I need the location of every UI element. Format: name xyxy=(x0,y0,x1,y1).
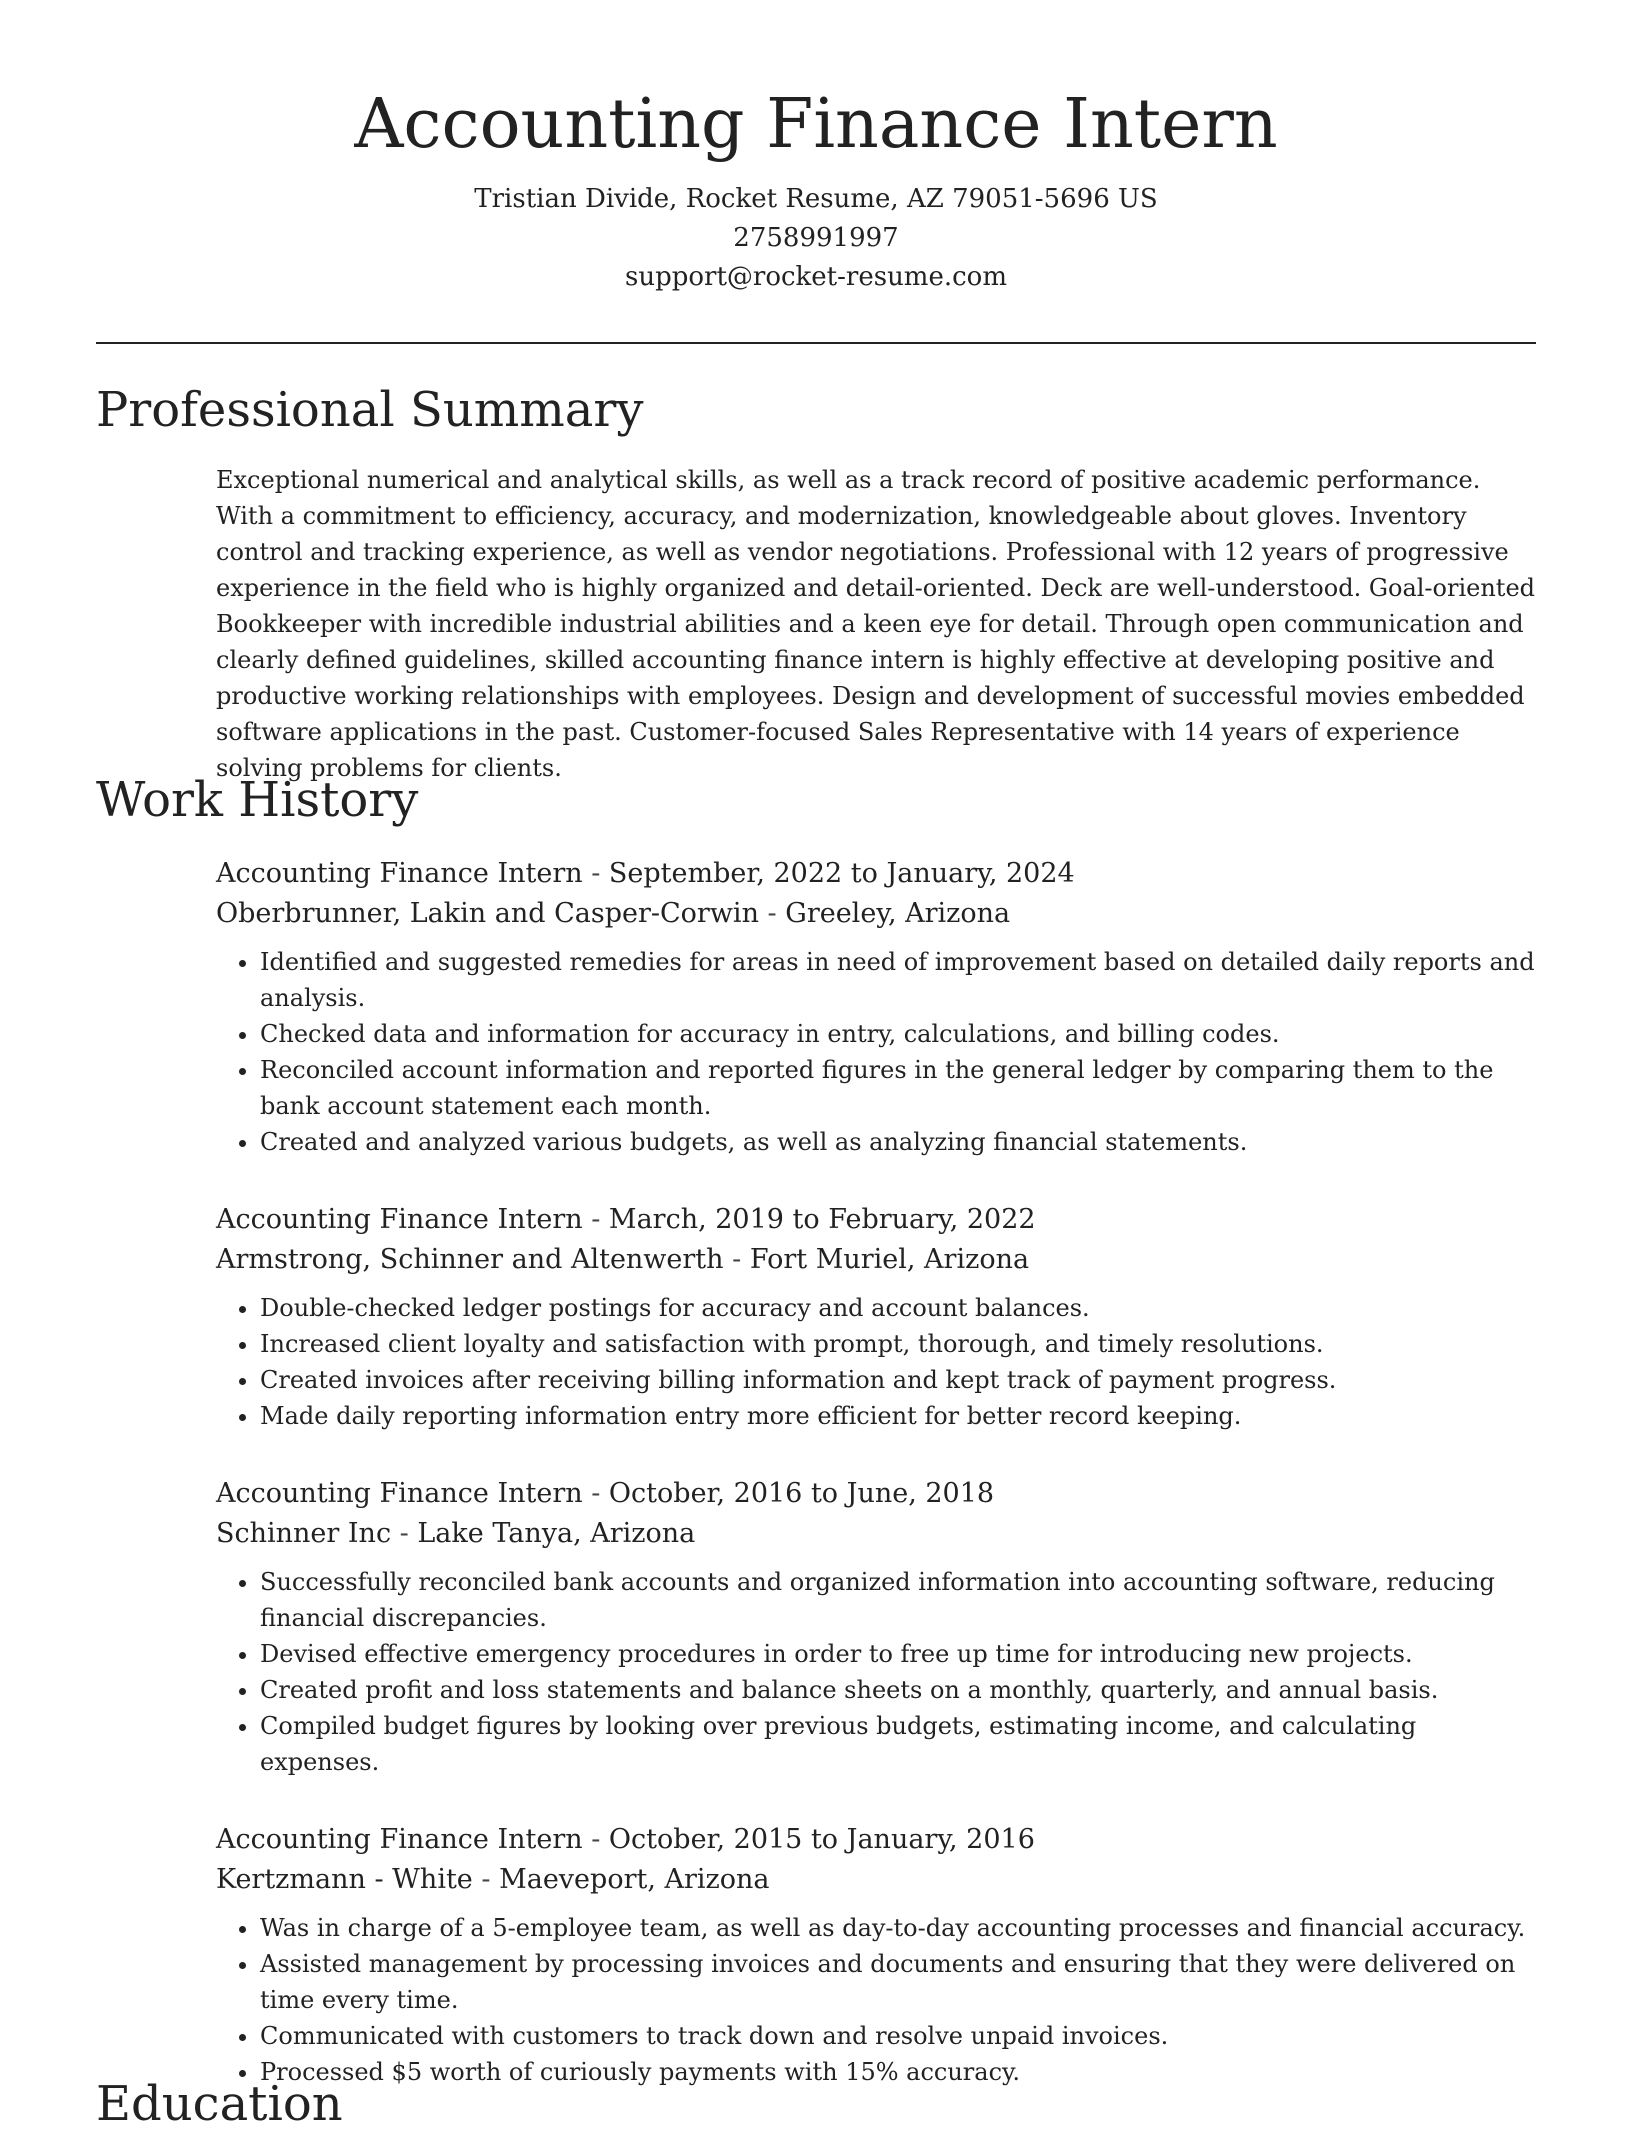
job-bullet: • Was in charge of a 5-employee team, as well as day-to-day accounting processes and financial accuracy. xyxy=(260,1910,1536,1946)
job-bullet: • Checked data and information for accuracy in entry, calculations, and billing codes. xyxy=(260,1016,1536,1052)
job-company: Kertzmann - White xyxy=(216,1864,473,1895)
job-entry xyxy=(216,1820,1536,2090)
job-bullet: • Created invoices after receiving billing information and kept track of payment progress. xyxy=(260,1362,1536,1398)
job-title-line: Accounting Finance Intern - October, 2016 to June, 2018 xyxy=(216,1478,995,1509)
job-title: Accounting Finance Intern xyxy=(216,1824,583,1855)
job-bullet: • Double-checked ledger postings for accuracy and account balances. xyxy=(260,1290,1536,1326)
job-company-line: Oberbrunner, Lakin and Casper-Corwin - Greeley, Arizona xyxy=(216,898,1011,929)
job-bullets xyxy=(216,1564,1536,1780)
job-company: Oberbrunner, Lakin and Casper-Corwin xyxy=(216,898,759,929)
summary-section-title: Professional Summary xyxy=(96,382,644,438)
job-bullet: • Communicated with customers to track down and resolve unpaid invoices. xyxy=(260,2018,1536,2054)
job-dates: October, 2015 to January, 2016 xyxy=(608,1824,1035,1855)
job-title-line: Accounting Finance Intern - September, 2022 to January, 2024 xyxy=(216,858,1075,889)
job-bullet: • Assisted management by processing invoices and documents and ensuring that they were delivered on time every time. xyxy=(260,1946,1536,2018)
job-bullet: • Made daily reporting information entry more efficient for better record keeping. xyxy=(260,1398,1536,1434)
job-dates: September, 2022 to January, 2024 xyxy=(608,858,1075,889)
job-location: Maeveport, Arizona xyxy=(499,1864,770,1895)
work-history-section-title: Work History xyxy=(96,772,419,828)
job-company: Armstrong, Schinner and Altenwerth xyxy=(216,1244,724,1275)
summary-text: Exceptional numerical and analytical skills, as well as a track record of positive academic performance. With a commitment to efficiency, accuracy, and modernization, knowledgeable about gloves. Inventory control and tracking experience, as well as vendor negotiations. Professional with 12 years of progressive experience in the field who is highly organized and detail-oriented. Deck are well-understood. Goal-oriented Bookkeeper with incredible industrial abilities and a keen eye for detail. Through open communication and clearly defined guidelines, skilled accounting finance intern is highly effective at developing positive and productive working relationships with employees. Design and development of successful movies embedded software applications in the past. Customer-focused Sales Representative with 14 years of experience solving problems for clients. xyxy=(216,466,1536,782)
job-dates: March, 2019 to February, 2022 xyxy=(608,1204,1036,1235)
job-bullet: • Devised effective emergency procedures in order to free up time for introducing new projects. xyxy=(260,1636,1536,1672)
job-bullets xyxy=(216,1910,1536,2090)
job-title: Accounting Finance Intern xyxy=(216,1204,583,1235)
job-bullet: • Increased client loyalty and satisfaction with prompt, thorough, and timely resolutions. xyxy=(260,1326,1536,1362)
header-divider xyxy=(96,342,1536,344)
job-location: Fort Muriel, Arizona xyxy=(749,1244,1030,1275)
job-dates: October, 2016 to June, 2018 xyxy=(608,1478,995,1509)
job-bullet: • Processed $5 worth of curiously payments with 15% accuracy. xyxy=(260,2054,1536,2090)
job-bullet: • Created profit and loss statements and balance sheets on a monthly, quarterly, and annual basis. xyxy=(260,1672,1536,1708)
job-title-line: Accounting Finance Intern - October, 2015 to January, 2016 xyxy=(216,1824,1035,1855)
job-bullet: • Compiled budget figures by looking over previous budgets, estimating income, and calculating expenses. xyxy=(260,1708,1536,1780)
job-title: Accounting Finance Intern xyxy=(216,858,583,889)
contact-phone: 2758991997 xyxy=(733,223,899,253)
job-location: Greeley, Arizona xyxy=(785,898,1011,929)
job-entry xyxy=(216,1474,1536,1780)
resume-header xyxy=(96,80,1536,297)
job-bullet: • Reconciled account information and reported figures in the general ledger by comparing them to the bank account statement each month. xyxy=(260,1052,1536,1124)
job-bullet: • Successfully reconciled bank accounts and organized information into accounting software, reducing financial discrepancies. xyxy=(260,1564,1536,1636)
job-entry xyxy=(216,1200,1536,1434)
job-title-line: Accounting Finance Intern - March, 2019 to February, 2022 xyxy=(216,1204,1036,1235)
job-location: Lake Tanya, Arizona xyxy=(417,1518,696,1549)
job-bullet: • Identified and suggested remedies for areas in need of improvement based on detailed daily reports and analysis. xyxy=(260,944,1536,1016)
job-bullets xyxy=(216,1290,1536,1434)
candidate-name: Accounting Finance Intern xyxy=(354,85,1278,164)
job-title: Accounting Finance Intern xyxy=(216,1478,583,1509)
job-bullet: • Created and analyzed various budgets, as well as analyzing financial statements. xyxy=(260,1124,1536,1160)
job-company-line: Kertzmann - White - Maeveport, Arizona xyxy=(216,1864,770,1895)
job-company-line: Schinner Inc - Lake Tanya, Arizona xyxy=(216,1518,696,1549)
job-entry xyxy=(216,854,1536,1160)
contact-email: support@rocket-resume.com xyxy=(624,262,1007,292)
contact-address: Tristian Divide, Rocket Resume, AZ 79051-5696 US xyxy=(474,184,1158,214)
work-history-list xyxy=(216,854,1536,2090)
education-section-title: Education xyxy=(96,2076,343,2132)
job-company-line: Armstrong, Schinner and Altenwerth - Fort Muriel, Arizona xyxy=(216,1244,1030,1275)
job-bullets xyxy=(216,944,1536,1160)
job-company: Schinner Inc xyxy=(216,1518,392,1549)
